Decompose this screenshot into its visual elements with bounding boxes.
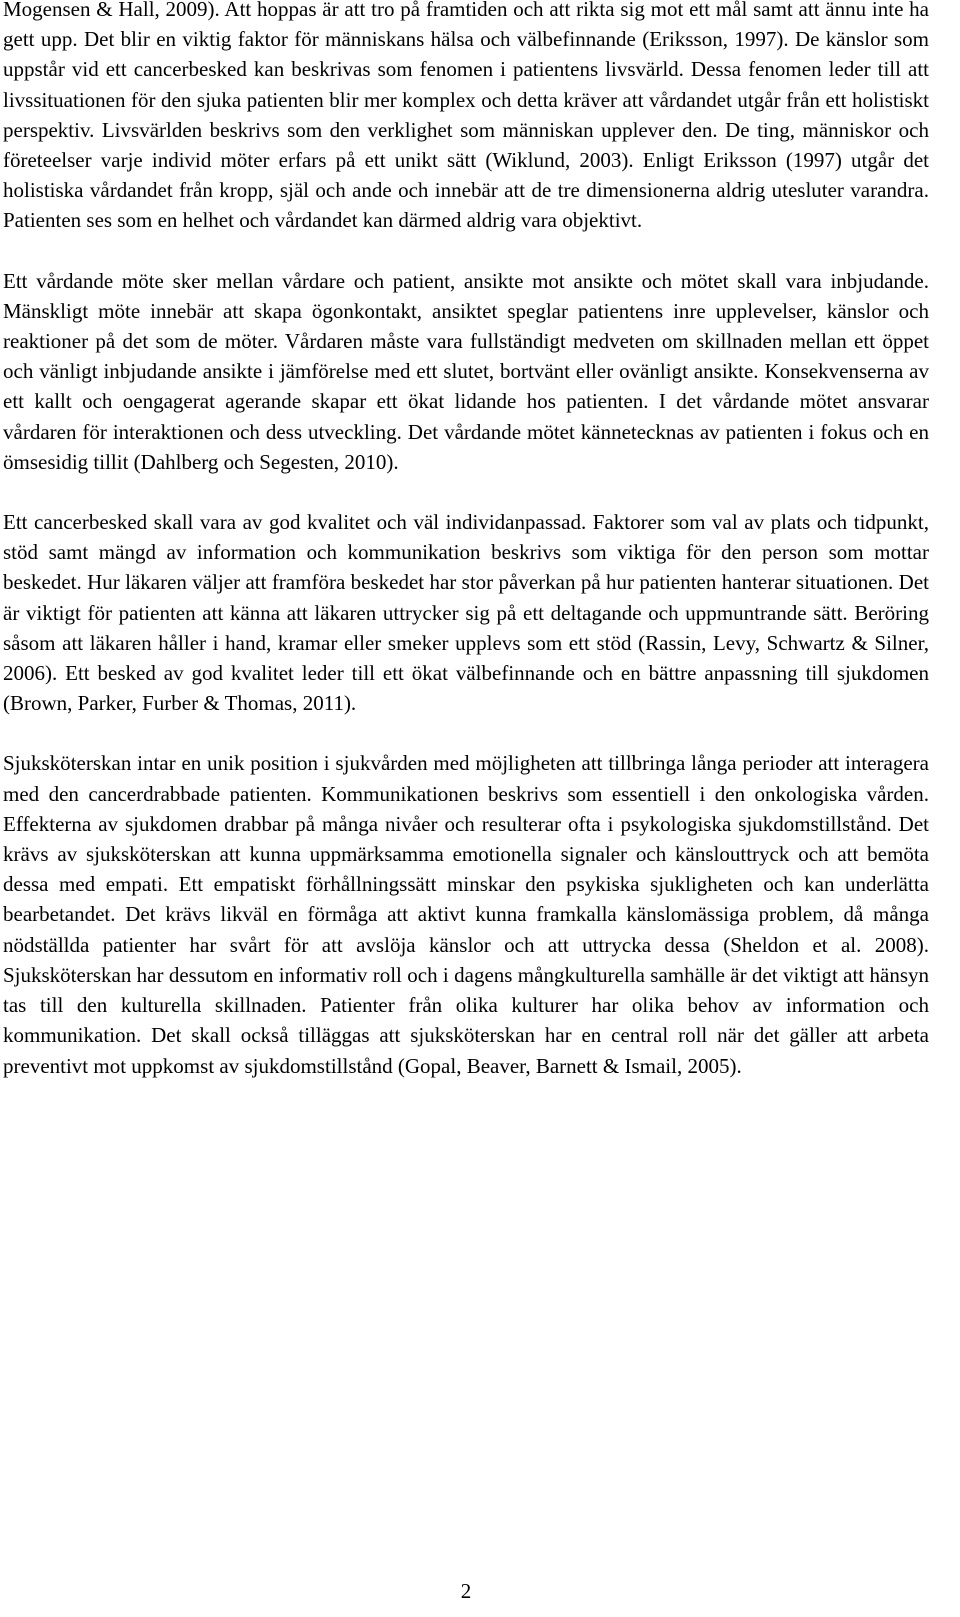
page-number: 2: [460, 1579, 472, 1603]
paragraph-4: Sjuksköterskan intar en unik position i sjukvården med möjligheten att tillbringa långa perioder att interagera med den cancerdrabbade patienten. Kommunikationen beskrivs som essentiell i den onkologiska vården. Effekterna av sjukdomen drabbar på många nivåer och resulterar ofta i psykologiska sjukdomstillstånd. Det krävs av sjuksköterskan att kunna uppmärksamma emotionella signaler och känslouttryck och att bemöta dessa med empati. Ett empatiskt förhållningssätt minskar den psykiska sjukligheten och kan underlätta bearbetandet. Det krävs likväl en förmåga att aktivt kunna framkalla känslomässiga problem, då många nödställda patienter har svårt för att avslöja känslor och att uttrycka dessa (Sheldon et al. 2008). Sjuksköterskan har dessutom en informativ roll och i dagens mångkulturella samhälle är det viktigt att hänsyn tas till den kulturella skillnaden. Patienter från olika kulturer har olika behov av information och kommunikation. Det skall också tilläggas att sjuksköterskan har en central roll när det gäller att arbeta preventivt mot uppkomst av sjukdomstillstånd (Gopal, Beaver, Barnett & Ismail, 2005).: [3, 751, 929, 1078]
body-text: [3, 0, 929, 1081]
paragraph-3: Ett cancerbesked skall vara av god kvalitet och väl individanpassad. Faktorer som val av plats och tidpunkt, stöd samt mängd av information och kommunikation beskrivs som viktiga för den person som mottar beskedet. Hur läkaren väljer att framföra beskedet har stor påverkan på hur patienten hanterar situationen. Det är viktigt för patienten att känna att läkaren uttrycker sig på ett deltagande och uppmuntrande sätt. Beröring såsom att läkaren håller i hand, kramar eller smeker upplevs som ett stöd (Rassin, Levy, Schwartz & Silner, 2006). Ett besked av god kvalitet leder till ett ökat välbefinnande och en bättre anpassning till sjukdomen (Brown, Parker, Furber & Thomas, 2011).: [3, 510, 929, 716]
paragraph-2: Ett vårdande möte sker mellan vårdare och patient, ansikte mot ansikte och mötet skall vara inbjudande. Mänskligt möte innebär att skapa ögonkontakt, ansiktet speglar patientens inre upplevelser, känslor och reaktioner på det som de möter. Vårdaren måste vara fullständigt medveten om skillnaden mellan ett öppet och vänligt inbjudande ansikte i jämförelse med ett slutet, bortvänt eller ovänligt ansikte. Konsekvenserna av ett kallt och oengagerat agerande skapar ett ökat lidande hos patienten. I det vårdande mötet ansvarar vårdaren för interaktionen och dess utveckling. Det vårdande mötet kännetecknas av patienten i fokus och en ömsesidig tillit (Dahlberg och Segesten, 2010).: [3, 268, 929, 474]
paragraph-1: Mogensen & Hall, 2009). Att hoppas är att tro på framtiden och att rikta sig mot ett mål samt att ännu inte ha gett upp. Det blir en viktig faktor för människans hälsa och välbefinnande (Eriksson, 1997). De känslor som uppstår vid ett cancerbesked kan beskrivas som fenomen i patientens livsvärld. Dessa fenomen leder till att livssituationen för den sjuka patienten blir mer komplex och detta kräver att vårdandet utgår från ett holistiskt perspektiv. Livsvärlden beskrivs som den verklighet som människan upplever den. De ting, människor och företeelser varje individ möter erfars på ett unikt sätt (Wiklund, 2003). Enligt Eriksson (1997) utgår det holistiska vårdandet från kropp, själ och ande och innebär att de tre dimensionerna aldrig utesluter varandra. Patienten ses som en helhet och vårdandet kan därmed aldrig vara objektivt.: [3, 0, 929, 233]
